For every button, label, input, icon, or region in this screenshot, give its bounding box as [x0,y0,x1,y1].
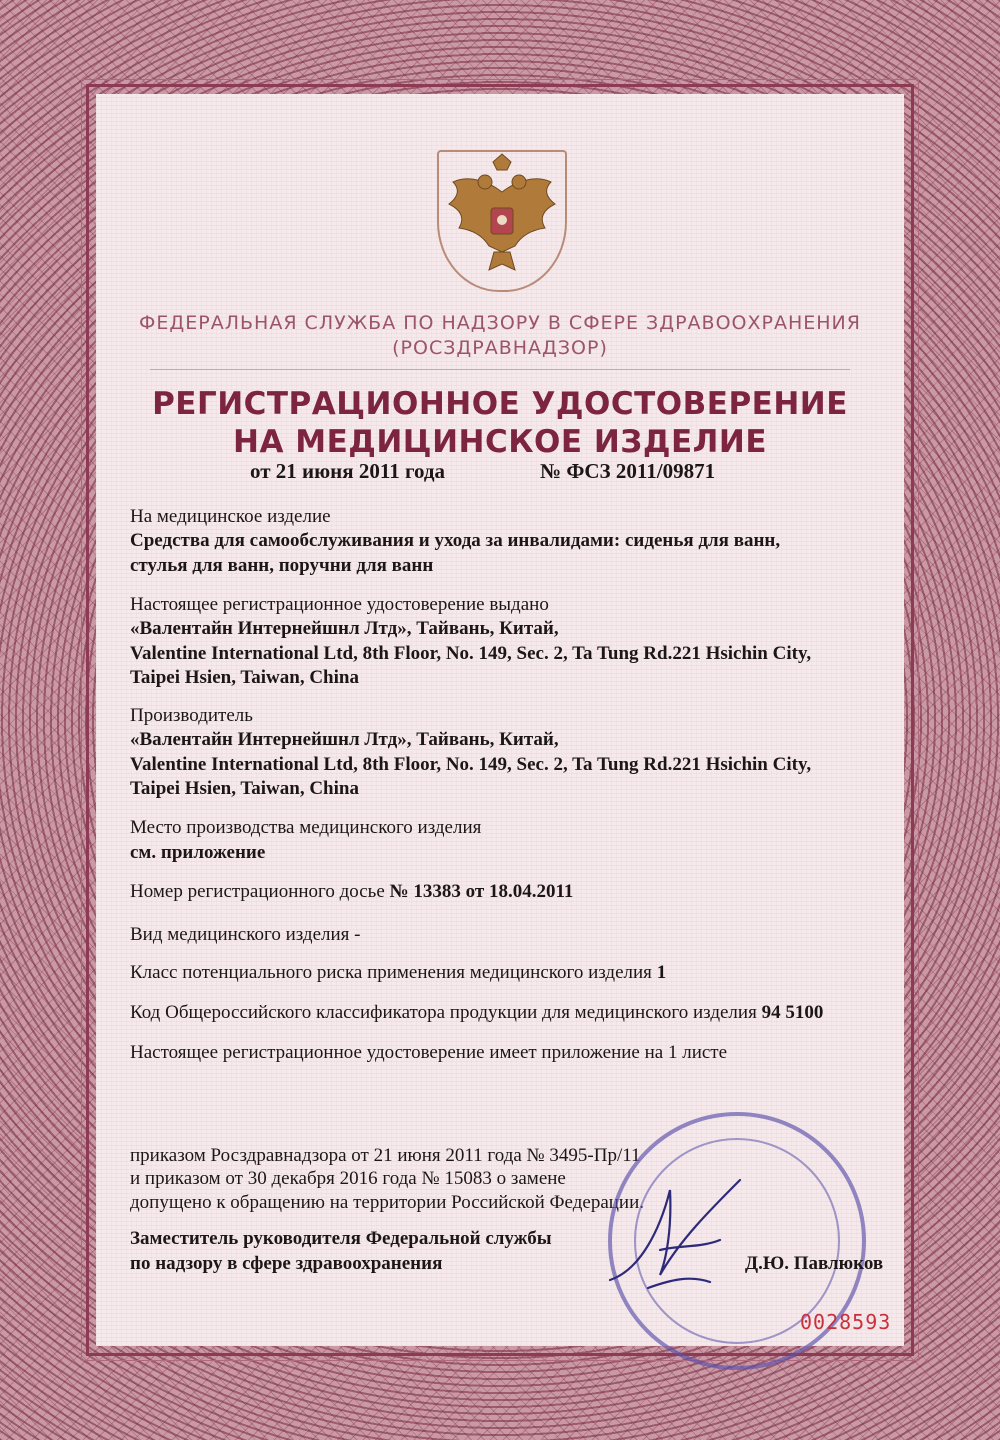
issued-to-label: Настоящее регистрационное удостоверение выдано [130,594,549,615]
agency-name: ФЕДЕРАЛЬНАЯ СЛУЖБА ПО НАДЗОРУ В СФЕРЕ ЗДРАВООХРАНЕНИЯ [139,312,861,334]
risk-class-label: Класс потенциального риска применения медицинского изделия [130,962,652,983]
order-line3: допущено к обращению на территории Российской Федерации. [130,1192,645,1213]
manufacturer-line3: Taipei Hsien, Taiwan, China [130,778,359,799]
issued-to-line2: Valentine International Ltd, 8th Floor, No. 149, Sec. 2, Ta Tung Rd.221 Hsichin City, [130,643,812,664]
signatory-position-line2: по надзору в сфере здравоохранения [130,1253,443,1274]
production-site-label: Место производства медицинского изделия [130,817,482,838]
handwritten-signature [600,1170,750,1300]
product-label: На медицинское изделие [130,506,331,527]
document-subtitle: НА МЕДИЦИНСКОЕ ИЗДЕЛИЕ [233,424,767,460]
okp-code-label: Код Общероссийского классификатора продукции для медицинского изделия [130,1002,757,1023]
order-line1: приказом Росздравнадзора от 21 июня 2011 года № 3495-Пр/11 [130,1145,641,1166]
device-kind-label: Вид медицинского изделия - [130,924,361,945]
order-line2: и приказом от 30 декабря 2016 года № 15083 о замене [130,1168,566,1189]
okp-code-line [130,1002,823,1024]
agency-abbreviation: (РОСЗДРАВНАДЗОР) [392,337,608,359]
double-headed-eagle-icon [439,152,565,290]
product-name-line1: Средства для самообслуживания и ухода за инвалидами: сиденья для ванн, [130,530,781,551]
document-title: РЕГИСТРАЦИОННОЕ УДОСТОВЕРЕНИЕ [152,386,848,422]
serial-number: 0028593 [800,1310,892,1334]
risk-class-value: 1 [656,962,667,983]
issued-to-line1: «Валентайн Интернейшнл Лтд», Тайвань, Китай, [130,618,559,639]
signatory-position-line1: Заместитель руководителя Федеральной службы [130,1228,552,1249]
certificate-number: № ФСЗ 2011/09871 [540,459,716,483]
divider [150,369,850,370]
dossier-line [130,881,573,903]
manufacturer-line2: Valentine International Ltd, 8th Floor, No. 149, Sec. 2, Ta Tung Rd.221 Hsichin City, [130,754,812,775]
issue-date: от 21 июня 2011 года [250,459,446,483]
dossier-value: № 13383 от 18.04.2011 [389,881,574,902]
manufacturer-label: Производитель [130,705,253,726]
appendix-note: Настоящее регистрационное удостоверение имеет приложение на 1 листе [130,1042,728,1063]
production-site-value: см. приложение [130,842,266,863]
okp-code-value: 94 5100 [761,1002,824,1023]
coat-of-arms-emblem [437,150,567,292]
signatory-name: Д.Ю. Павлюков [745,1253,884,1274]
dossier-label: Номер регистрационного досье [130,881,385,902]
product-name-line2: стулья для ванн, поручни для ванн [130,555,434,576]
risk-class-line [130,962,666,984]
issued-to-line3: Taipei Hsien, Taiwan, China [130,667,359,688]
manufacturer-line1: «Валентайн Интернейшнл Лтд», Тайвань, Китай, [130,729,559,750]
